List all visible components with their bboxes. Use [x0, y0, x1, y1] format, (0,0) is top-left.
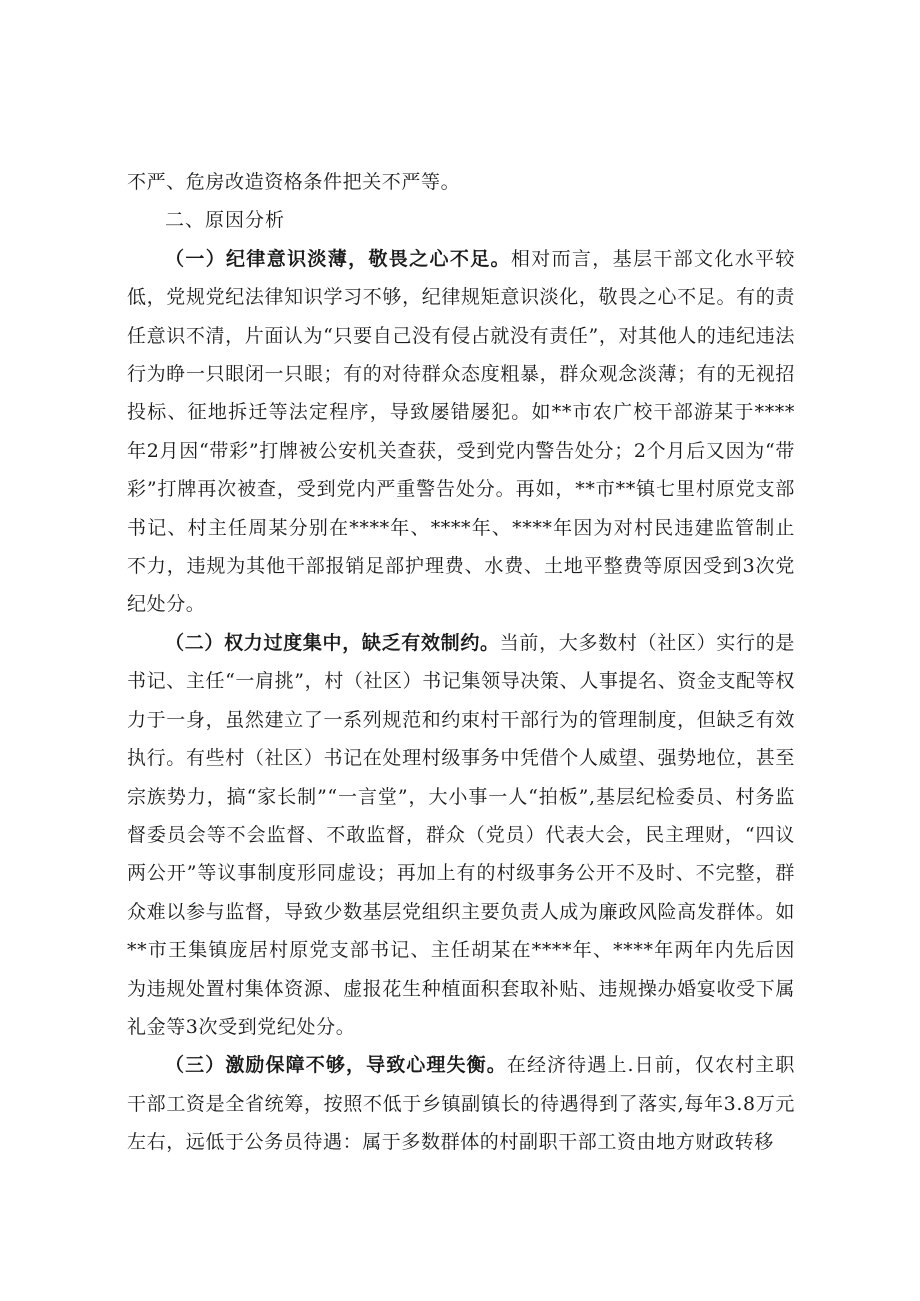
continuation-paragraph: 不严、危房改造资格条件把关不严等。 — [127, 171, 461, 193]
section-heading: 二、原因分析 — [165, 209, 286, 232]
paragraph-lead: （三）激励保障不够，导致心理失衡。 — [165, 1054, 507, 1077]
paragraph-text: 当前，大多数村（社区）实行的是书记、主任“一肩挑”，村（社区）书记集领导决策、人事提名、资金支配等权力于一身，虽然建立了一系列规范和约束村干部行为的管理制度，但缺乏有效执行。有些村（社区）书记在处理村级事务中凭借个人威望、强势地位，甚至宗族势力，搞“家长制”“一言堂”，大小事一人“拍板”,基层纪检委员、村务监督委员会等不会监督、不敢监督，群众（党员）代表大会，民主理财，“四议两公开”等议事制度形同虚设；再加上有的村级事务公开不及时、不完整，群众难以参与监督，导致少数基层党组织主要负责人成为廉政风险高发群体。如**市王集镇庞居村原党支部书记、主任胡某在****年、****年两年内先后因为违规处置村集体资源、虚报花生种植面积套取补贴、违规操办婚宴收受下属礼金等3次受到党纪处分。 — [127, 631, 795, 1038]
paragraph-power-concentration — [127, 624, 795, 1046]
paragraph-incentive-guarantee — [127, 1046, 795, 1161]
paragraph-lead: （二）权力过度集中，缺乏有效制约。 — [165, 631, 500, 654]
paragraph-discipline-awareness — [127, 240, 795, 624]
paragraph-text: 在经济待遇上.日前，仅农村主职干部工资是全省统筹，按照不低于乡镇副镇长的待遇得到了落实,每年3.8万元左右，远低于公务员待遇：属于多数群体的村副职干部工资由地方财政转移 — [127, 1054, 795, 1154]
document-body — [127, 163, 795, 1162]
paragraph-lead: （一）纪律意识淡薄，敬畏之心不足。 — [165, 247, 511, 270]
paragraph-text: 相对而言，基层干部文化水平较低，党规党纪法律知识学习不够，纪律规矩意识淡化，敬畏之心不足。有的责任意识不清，片面认为“只要自己没有侵占就没有责任”，对其他人的违纪违法行为睁一只眼闭一只眼；有的对待群众态度粗暴，群众观念淡薄；有的无视招投标、征地拆迁等法定程序，导致屡错屡犯。如**市农广校干部游某于****年2月因“带彩”打牌被公安机关查获，受到党内警告处分；2个月后又因为“带彩”打牌再次被查，受到党内严重警告处分。再如，**市**镇七里村原党支部书记、村主任周某分别在****年、****年、****年因为对村民违建监管制止不力，违规为其他干部报销足部护理费、水费、土地平整费等原因受到3次党纪处分。 — [127, 247, 795, 616]
